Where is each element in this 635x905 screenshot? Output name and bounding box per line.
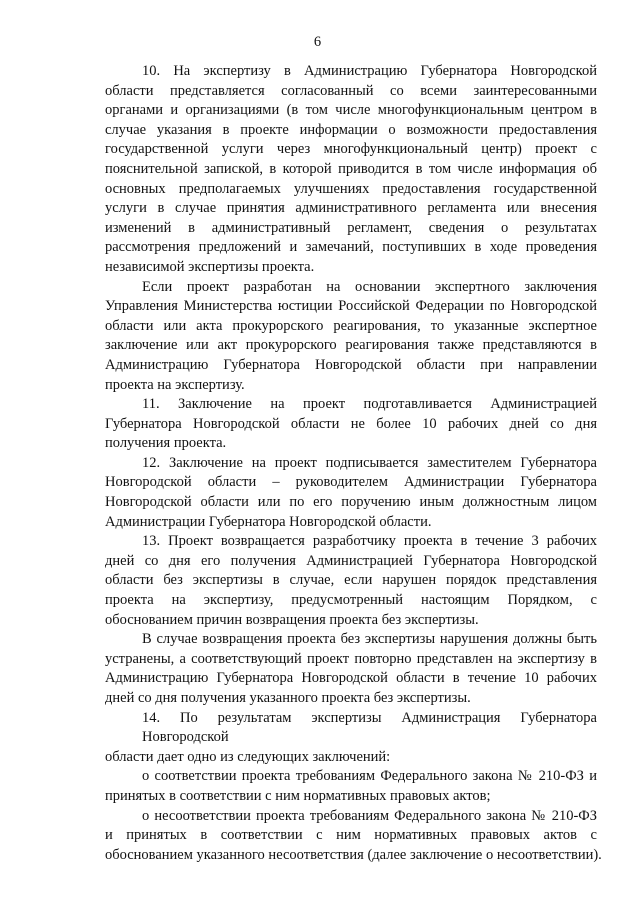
paragraph-line: проекта на экспертизу. [105,376,245,393]
paragraph-line: области без экспертизы в случае, если нарушен порядок представления [105,572,597,589]
paragraph-line: основных предполагаемых улучшениях предоставления государственной [105,180,597,197]
paragraph-line: государственной услуги через многофункциональный центр) проект с [105,141,597,158]
paragraph-line: услуги в случае принятия административного регламента или внесения [105,200,597,217]
paragraph-line: Управления Министерства юстиции Российской Федерации по Новгородской [105,298,597,315]
paragraph [105,62,597,278]
paragraph-line: изменений в административный регламент, сведения о результатах [105,219,597,236]
paragraph-line: 14. По результатам экспертизы Администрация Губернатора Новгородской [142,709,597,746]
paragraph-line: Администрации Губернатора Новгородской области. [105,513,432,530]
paragraph [105,807,602,866]
paragraph-line: дней со дня получения указанного проекта без экспертизы. [105,690,471,706]
paragraph-line: обоснованием указанного несоответствия (далее заключение о несоответствии). [105,846,602,863]
paragraph-line: области представляется согласованный со всеми заинтересованными [105,82,597,99]
paragraph-line: заключение или акт прокурорского реагирования также представляются в [105,337,597,354]
paragraph-line: области или акта прокурорского реагирования, то указанные экспертное [105,317,597,334]
paragraph-line: пояснительной запиской, в которой приводится в том числе информация об [105,160,597,177]
paragraph-line: рассмотрения предложений и замечаний, поступивших в ходе проведения [105,239,597,256]
paragraph-line: принятых в соответствии с ним нормативных правовых актов; [105,787,491,804]
paragraph-line: органами и организациями (в том числе многофункциональным центром в [105,102,597,119]
paragraph-line: 10. На экспертизу в Администрацию Губернатора Новгородской [142,63,597,79]
paragraph-line: Губернатора Новгородской области не более 10 рабочих дней со дня [105,415,597,432]
paragraph-line: случае указания в проекте информации о возможности предоставления [105,121,597,138]
paragraph-line: дней со дня его получения Администрацией Губернатора Новгородской [105,552,597,569]
paragraph [105,767,597,806]
paragraph-line: получения проекта. [105,435,227,452]
document-body [105,62,602,865]
paragraph-line: независимой экспертизы проекта. [105,258,315,275]
paragraph-line: Администрацию Губернатора Новгородской области при направлении [105,356,597,373]
paragraph [105,532,597,630]
paragraph-line: о соответствии проекта требованиям Федерального закона № 210-ФЗ и [142,768,597,785]
paragraph-line: о несоответствии проекта требованиям Федерального закона № 210-ФЗ [142,807,597,824]
paragraph-line: 13. Проект возвращается разработчику проекта в течение 3 рабочих [142,533,597,550]
paragraph-line: Администрацию Губернатора Новгородской области в течение 10 рабочих [105,670,597,687]
paragraph-line: устранены, а соответствующий проект повторно представлен на экспертизу в [105,650,597,667]
paragraph [105,278,597,396]
paragraph [105,630,597,708]
paragraph-line: Если проект разработан на основании экспертного заключения [142,278,597,295]
paragraph [105,395,597,454]
paragraph-line: В случае возвращения проекта без экспертизы нарушения должны быть [142,631,597,648]
paragraph-line: 12. Заключение на проект подписывается заместителем Губернатора [142,454,597,471]
paragraph-line: Новгородской области или по его поручению иным должностным лицом [105,494,597,511]
paragraph-line: 11. Заключение на проект подготавливается Администрацией [142,396,597,413]
paragraph-line: и принятых в соответствии с ним нормативных правовых актов с [105,827,597,844]
paragraph [105,454,597,532]
paragraph-line: обоснованием причин возвращения проекта без экспертизы. [105,611,479,628]
page-number: 6 [313,34,322,50]
paragraph-line: Новгородской области – руководителем Администрации Губернатора [105,474,597,491]
paragraph-line: проекта на экспертизу, предусмотренный настоящим Порядком, с [105,592,597,609]
paragraph [105,709,597,768]
paragraph-line: области дает одно из следующих заключений: [105,748,391,765]
